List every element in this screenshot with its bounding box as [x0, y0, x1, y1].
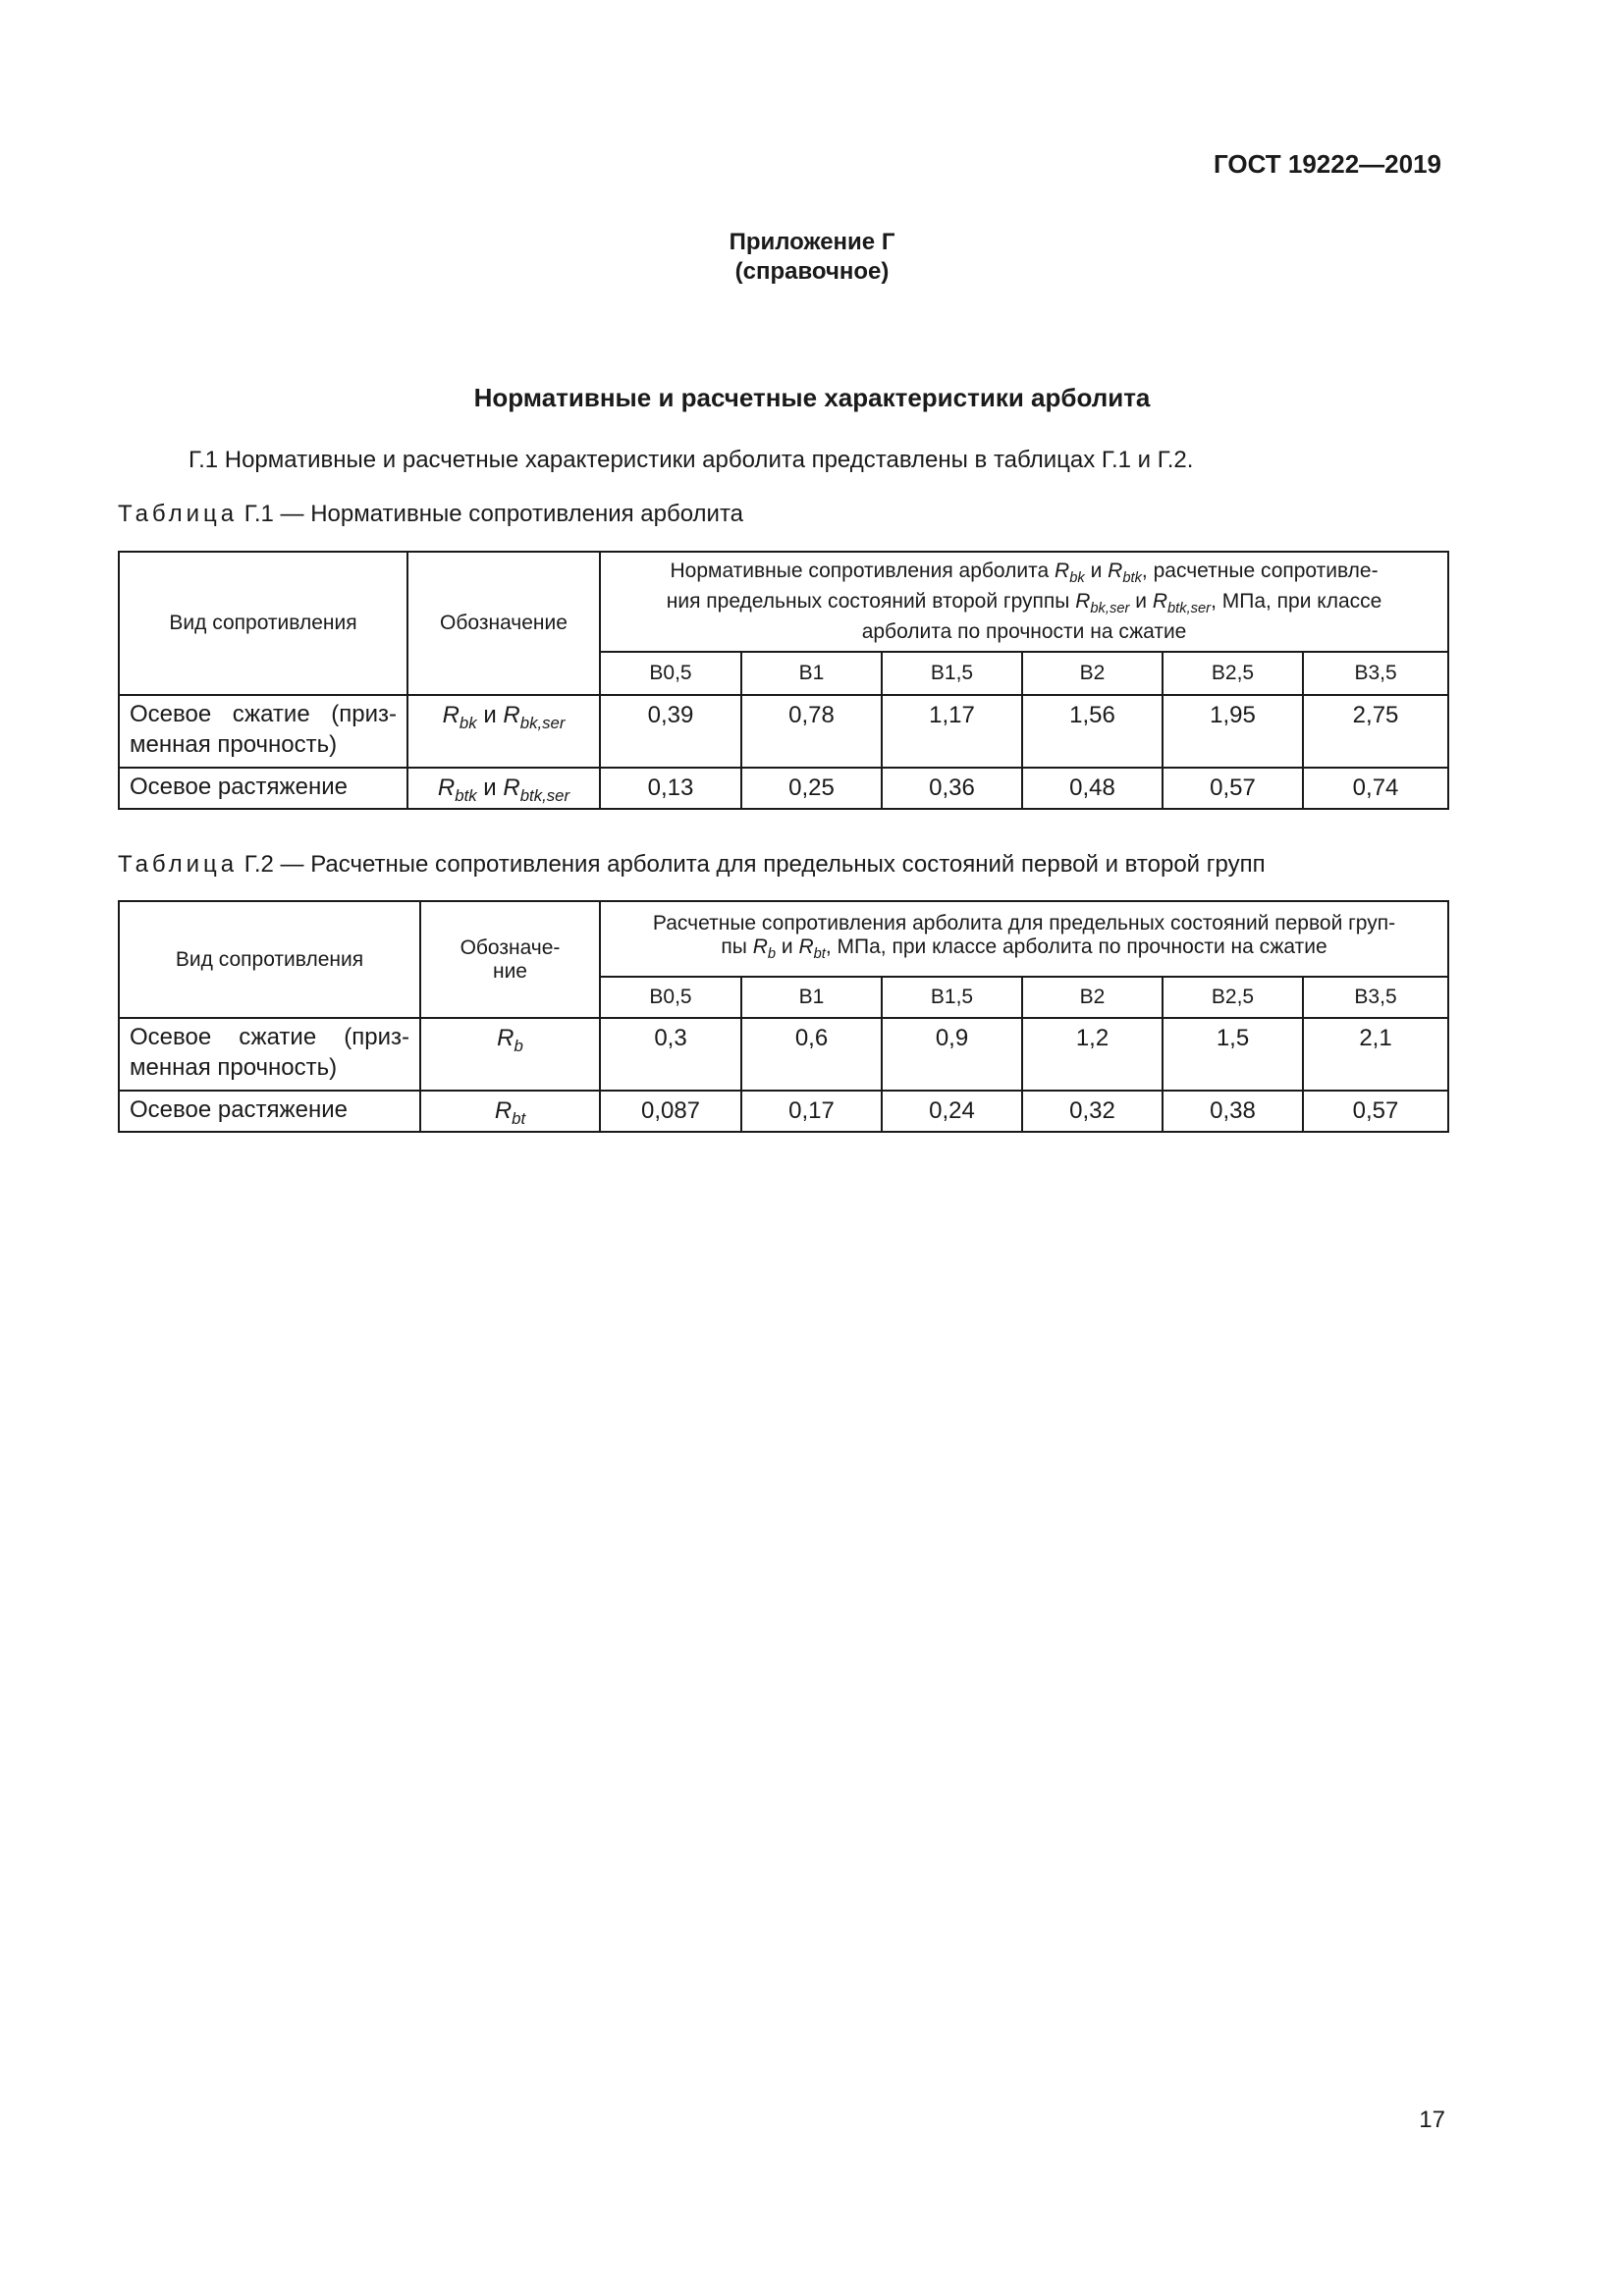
table2-header-row: [119, 901, 1448, 977]
table2-class: В3,5: [1303, 977, 1448, 1018]
row-symbol: $R_b$: [420, 1018, 600, 1091]
table1-caption-word: Таблица: [118, 501, 239, 527]
row-label: Осевое сжатие (приз- менная прочность): [119, 1018, 420, 1091]
appendix-subtitle: (справочное): [734, 258, 890, 285]
cell-value: 1,17: [882, 695, 1022, 768]
table-row: [119, 768, 1448, 809]
cell-value: 1,95: [1163, 695, 1303, 768]
row-label: Осевое растяжение: [119, 1091, 420, 1132]
cell-value: 0,24: [882, 1091, 1022, 1132]
cell-value: 0,48: [1022, 768, 1163, 809]
cell-value: 0,6: [741, 1018, 882, 1091]
table2-col-symbol: Обозначе- ние: [420, 901, 600, 1018]
row-label: Осевое растяжение: [119, 768, 407, 809]
page-number: 17: [1419, 2107, 1445, 2133]
cell-value: 1,2: [1022, 1018, 1163, 1091]
table1-caption: [118, 501, 743, 528]
table-row: [119, 1018, 1448, 1091]
table1-class: В2,5: [1163, 652, 1303, 695]
table-row: [119, 695, 1448, 768]
table2-caption: [118, 851, 1266, 879]
cell-value: 0,087: [600, 1091, 741, 1132]
table1-col-kind: Вид сопротивления: [119, 552, 407, 695]
cell-value: 0,9: [882, 1018, 1022, 1091]
row-symbol: $R_{btk}$ и $R_{btk,ser}$: [407, 768, 600, 809]
table2-class: В1: [741, 977, 882, 1018]
table1-class: В0,5: [600, 652, 741, 695]
cell-value: 1,56: [1022, 695, 1163, 768]
row-symbol: $R_{bk}$ и $R_{bk,ser}$: [407, 695, 600, 768]
cell-value: 0,38: [1163, 1091, 1303, 1132]
table2-class: В1,5: [882, 977, 1022, 1018]
cell-value: 0,57: [1163, 768, 1303, 809]
table1-class: В3,5: [1303, 652, 1448, 695]
table1-header-row: [119, 552, 1448, 652]
appendix-heading: [0, 228, 1624, 287]
cell-value: 1,5: [1163, 1018, 1303, 1091]
cell-value: 0,74: [1303, 768, 1448, 809]
cell-value: 0,57: [1303, 1091, 1448, 1132]
cell-value: 0,78: [741, 695, 882, 768]
cell-value: 0,17: [741, 1091, 882, 1132]
document-code: ГОСТ 19222—2019: [1214, 149, 1441, 179]
table2: [118, 900, 1449, 1133]
table1-class: В2: [1022, 652, 1163, 695]
table2-caption-word: Таблица: [118, 851, 239, 878]
table2-col-kind: Вид сопротивления: [119, 901, 420, 1018]
table1: [118, 551, 1449, 810]
table-row: [119, 1091, 1448, 1132]
cell-value: 0,25: [741, 768, 882, 809]
cell-value: 0,36: [882, 768, 1022, 809]
table1-col-symbol: Обозначение: [407, 552, 600, 695]
cell-value: 0,39: [600, 695, 741, 768]
table2-class: В0,5: [600, 977, 741, 1018]
table1-caption-text: Г.1 — Нормативные сопротивления арболита: [244, 501, 744, 527]
appendix-title: Приложение Г: [729, 229, 895, 255]
table2-class: В2: [1022, 977, 1163, 1018]
cell-value: 0,3: [600, 1018, 741, 1091]
table2-caption-text: Г.2 — Расчетные сопротивления арболита для предельных состояний первой и второй групп: [244, 851, 1266, 878]
intro-paragraph: Г.1 Нормативные и расчетные характеристики арболита представлены в таблицах Г.1 и Г.2.: [189, 447, 1194, 473]
section-title: Нормативные и расчетные характеристики арболита: [473, 383, 1151, 412]
cell-value: 2,1: [1303, 1018, 1448, 1091]
table2-class: В2,5: [1163, 977, 1303, 1018]
row-label: Осевое сжатие (приз- менная прочность): [119, 695, 407, 768]
cell-value: 0,32: [1022, 1091, 1163, 1132]
table1-group-header: Нормативные сопротивления арболита $R_{bk}$ и $R_{btk}$, расчетные сопротивле- ния предельных состояний второй группы $R_{bk,ser}$ и $R_{btk,ser}$, МПа, при классе арболита по прочности на сжатие: [600, 552, 1448, 652]
cell-value: 2,75: [1303, 695, 1448, 768]
cell-value: 0,13: [600, 768, 741, 809]
table1-class: В1: [741, 652, 882, 695]
row-symbol: $R_{bt}$: [420, 1091, 600, 1132]
table2-group-header: Расчетные сопротивления арболита для предельных состояний первой груп- пы $R_b$ и $R_{bt}$, МПа, при классе арболита по прочности на сжатие: [600, 901, 1448, 977]
table1-class: В1,5: [882, 652, 1022, 695]
